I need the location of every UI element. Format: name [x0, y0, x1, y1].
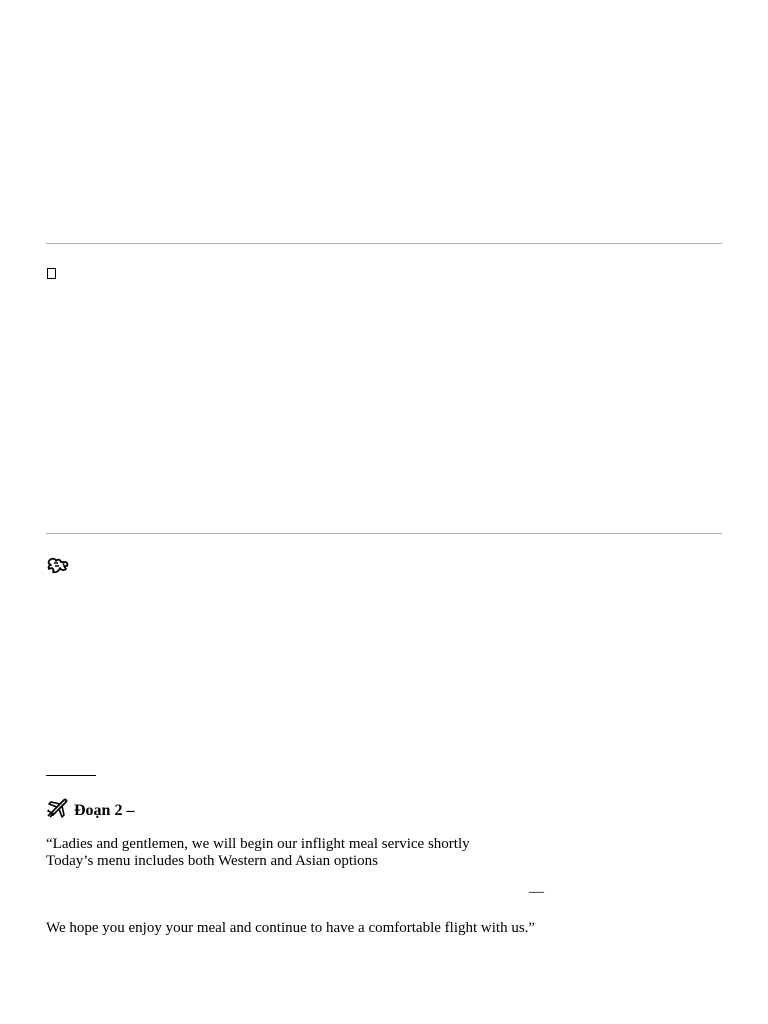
announcement-line-3: We hope you enjoy your meal and continue to have a comfortable flight with us.”	[46, 920, 536, 936]
section-heading-title: Đoạn 2 –	[74, 801, 135, 819]
section-divider-top	[46, 243, 722, 244]
announcement-line-1: “Ladies and gentlemen, we will begin our inflight meal service shortly	[46, 836, 470, 852]
dragon-icon	[47, 557, 69, 579]
airplane-icon	[46, 798, 68, 823]
em-dash: —	[529, 884, 544, 900]
missing-glyph-box-icon	[47, 268, 56, 279]
section-divider-middle	[46, 533, 722, 534]
announcement-line-2: Today’s menu includes both Western and Asian options	[46, 853, 379, 869]
section-heading	[46, 798, 134, 823]
section-marker-rule	[46, 775, 96, 776]
